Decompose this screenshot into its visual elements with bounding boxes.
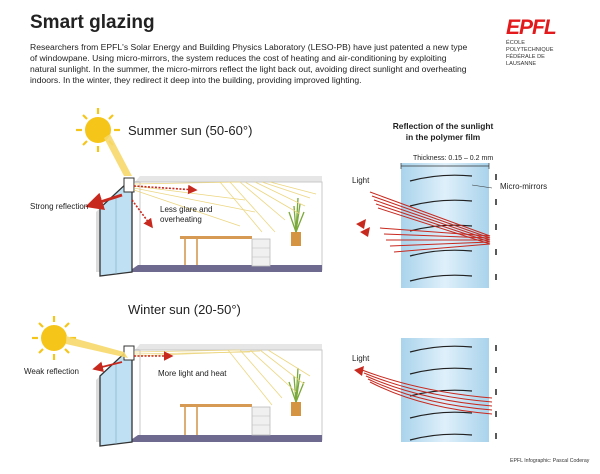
winter-floor xyxy=(128,435,322,442)
summer-film xyxy=(356,163,496,288)
summer-floor xyxy=(128,265,322,272)
summer-plant-pot xyxy=(291,232,301,246)
page-title: Smart glazing xyxy=(30,12,155,33)
summer-title: Summer sun (50-60°) xyxy=(128,123,253,138)
film-title-1: Reflection of the sunlight xyxy=(392,121,494,131)
winter-plant-pot xyxy=(291,402,301,416)
less-glare-label-1: Less glare and xyxy=(160,205,213,214)
epfl-logo xyxy=(506,17,568,67)
thickness-label: Thickness: 0.15 – 0.2 mm xyxy=(413,155,494,162)
weak-reflection-label: Weak reflection xyxy=(24,367,79,376)
more-light-label: More light and heat xyxy=(158,369,227,378)
epfl-logo-line1: ÉCOLE POLYTECHNIQUE xyxy=(506,40,554,53)
winter-light-label: Light xyxy=(352,354,370,363)
winter-film xyxy=(354,338,496,442)
epfl-logo-line2: FÉDÉRALE DE LAUSANNE xyxy=(506,54,545,67)
micro-mirrors-label: Micro-mirrors xyxy=(500,182,548,191)
summer-light-label: Light xyxy=(352,176,370,185)
strong-reflection-label: Strong reflection xyxy=(30,202,89,211)
less-glare-label-2: overheating xyxy=(160,215,202,224)
winter-title: Winter sun (20-50°) xyxy=(128,302,241,317)
winter-room xyxy=(96,344,322,446)
intro-paragraph: Researchers from EPFL's Solar Energy and Building Physics Laboratory (LESO-PB) have just patented a new type of windowpane. Using micro-mirrors, the system reduces the cost of heating and air-conditioning by exploiting natural sunlight. In the summer, the micro-mirrors reflect the light back out, avoiding direct sunlight and overheating indoors. In the winter, they redirect it deep into the building, providing improved lighting. xyxy=(30,42,468,85)
winter-desk xyxy=(180,404,252,407)
summer-desk xyxy=(180,236,252,239)
summer-incoming-ray xyxy=(104,134,132,176)
film-title-2: in the polymer film xyxy=(405,132,481,142)
credit-line: EPFL Infographic: Pascal Coderay xyxy=(510,458,590,464)
epfl-logo-mark: EPFL xyxy=(506,16,556,39)
winter-incoming-ray xyxy=(66,336,128,358)
